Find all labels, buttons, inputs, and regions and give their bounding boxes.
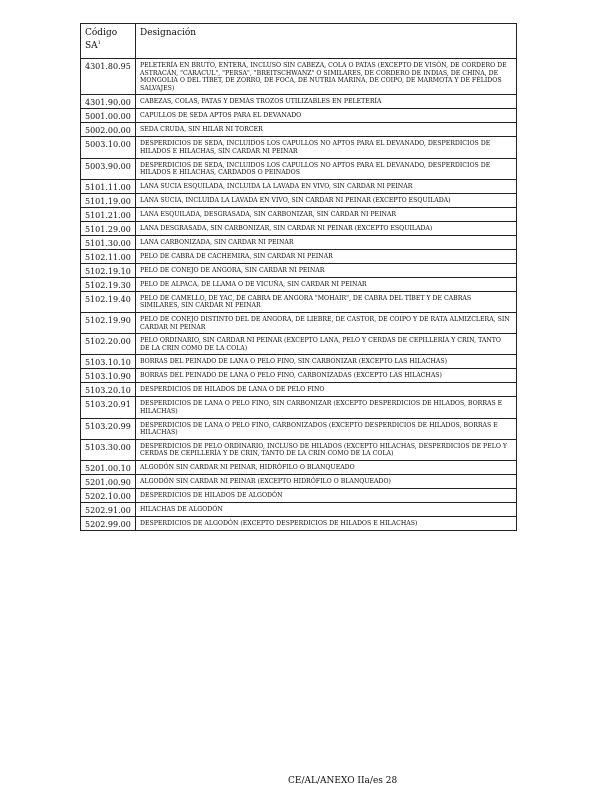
designation-cell: DESPERDICIOS DE LANA O PELO FINO, SIN CARBONIZAR (EXCEPTO DESPERDICIOS DE HILADOS, BORRAS E HILACHAS) (136, 397, 517, 418)
tariff-table (80, 23, 517, 531)
table-row (81, 277, 517, 291)
table-row (81, 383, 517, 397)
designation-cell: BORRAS DEL PEINADO DE LANA O PELO FINO, CARBONIZADAS (EXCEPTO LAS HILACHAS) (136, 369, 517, 383)
hs-code-cell: 5103.10.90 (81, 369, 136, 383)
page-footer: CE/AL/ANEXO IIa/es 28 (288, 776, 398, 786)
hs-code-cell: 5202.99.00 (81, 516, 136, 530)
hs-code-cell: 5103.20.10 (81, 383, 136, 397)
table-row (81, 263, 517, 277)
table-row (81, 221, 517, 235)
hs-code-cell: 5102.20.00 (81, 334, 136, 355)
code-header-label: Código SA (85, 28, 118, 51)
table-row (81, 334, 517, 355)
hs-code-cell: 5202.10.00 (81, 488, 136, 502)
hs-code-cell: 5201.00.10 (81, 460, 136, 474)
designation-cell: HILACHAS DE ALGODÓN (136, 502, 517, 516)
designation-cell: LANA DESGRASADA, SIN CARBONIZAR, SIN CARDAR NI PEINAR (EXCEPTO ESQUILADA) (136, 221, 517, 235)
hs-code-cell: 5103.30.00 (81, 439, 136, 460)
hs-code-cell: 5001.00.00 (81, 109, 136, 123)
hs-code-cell: 5103.20.91 (81, 397, 136, 418)
table-row (81, 207, 517, 221)
hs-code-cell: 5002.00.00 (81, 123, 136, 137)
table-row (81, 397, 517, 418)
table-row (81, 516, 517, 530)
hs-code-cell: 5003.10.00 (81, 137, 136, 158)
designation-cell: LANA SUCIA ESQUILADA, INCLUIDA LA LAVADA EN VIVO, SIN CARDAR NI PEINAR (136, 179, 517, 193)
designation-cell: PELO DE CONEJO DE ANGORA, SIN CARDAR NI PEINAR (136, 263, 517, 277)
hs-code-cell: 5101.19.00 (81, 193, 136, 207)
designation-cell: LANA SUCIA, INCLUIDA LA LAVADA EN VIVO, SIN CARDAR NI PEINAR (EXCEPTO ESQUILADA) (136, 193, 517, 207)
table-row (81, 158, 517, 179)
hs-code-cell: 5102.11.00 (81, 249, 136, 263)
table-row (81, 474, 517, 488)
hs-code-cell: 5101.30.00 (81, 235, 136, 249)
table-row (81, 235, 517, 249)
table-row (81, 369, 517, 383)
hs-code-cell: 5003.90.00 (81, 158, 136, 179)
designation-column-header: Designación (136, 24, 517, 59)
table-row (81, 355, 517, 369)
table-row (81, 193, 517, 207)
designation-cell: DESPERDICIOS DE PELO ORDINARIO, INCLUSO DE HILADOS (EXCEPTO HILACHAS, DESPERDICIOS DE PELO Y CERDAS DE CEPILLERÍA Y DE CRIN, TANTO DE LA CRIN COMO DE LA COLA) (136, 439, 517, 460)
designation-cell: LANA CARBONIZADA, SIN CARDAR NI PEINAR (136, 235, 517, 249)
table-body (81, 59, 517, 531)
table-row (81, 291, 517, 312)
hs-code-cell: 5103.20.99 (81, 418, 136, 439)
hs-code-cell: 4301.90.00 (81, 95, 136, 109)
designation-cell: PELO DE ALPACA, DE LLAMA O DE VICUÑA, SIN CARDAR NI PEINAR (136, 277, 517, 291)
designation-cell: PELO DE CABRA DE CACHEMIRA, SIN CARDAR NI PEINAR (136, 249, 517, 263)
table-row (81, 137, 517, 158)
designation-cell: ALGODÓN SIN CARDAR NI PEINAR, HIDRÓFILO O BLANQUEADO (136, 460, 517, 474)
designation-cell: DESPERDICIOS DE LANA O PELO FINO, CARBONIZADOS (EXCEPTO DESPERDICIOS DE HILADOS, BORRAS E HILACHAS) (136, 418, 517, 439)
hs-code-cell: 5101.21.00 (81, 207, 136, 221)
hs-code-cell: 5201.00.90 (81, 474, 136, 488)
hs-code-cell: 5101.11.00 (81, 179, 136, 193)
designation-cell: DESPERDICIOS DE HILADOS DE LANA O DE PELO FINO (136, 383, 517, 397)
hs-code-cell: 5202.91.00 (81, 502, 136, 516)
hs-code-cell: 5101.29.00 (81, 221, 136, 235)
designation-cell: PELO DE CONEJO DISTINTO DEL DE ANGORA, DE LIEBRE, DE CASTOR, DE COIPO Y DE RATA ALMIZCLERA, SIN CARDAR NI PEINAR (136, 312, 517, 333)
table-row (81, 418, 517, 439)
designation-cell: CAPULLOS DE SEDA APTOS PARA EL DEVANADO (136, 109, 517, 123)
hs-code-cell: 5102.19.40 (81, 291, 136, 312)
designation-cell: PELO DE CAMELLO, DE YAC, DE CABRA DE ANGORA "MOHAIR", DE CABRA DEL TÍBET Y DE CABRAS SIMILARES, SIN CARDAR NI PEINAR (136, 291, 517, 312)
table-row (81, 123, 517, 137)
designation-cell: PELETERÍA EN BRUTO, ENTERA, INCLUSO SIN CABEZA, COLA O PATAS (EXCEPTO DE VISÓN, DE CORDERO DE ASTRACÁN, "CARACUL", "PERSA", "BREITSCHWANZ" O SIMILARES, DE CORDERO DE INDIAS, DE CHINA, DE MONGOLIA O DEL TÍBET, DE ZORRO, DE FOCA, DE NUTRIA MARINA, DE COIPO, DE MARMOTA Y DE FÉLIDOS SALVAJES) (136, 59, 517, 95)
table-row (81, 249, 517, 263)
table-row (81, 502, 517, 516)
code-column-header (81, 24, 136, 59)
table-row (81, 488, 517, 502)
designation-cell: DESPERDICIOS DE SEDA, INCLUIDOS LOS CAPULLOS NO APTOS PARA EL DEVANADO, DESPERDICIOS DE HILADOS E HILACHAS, SIN CARDAR NI PEINAR (136, 137, 517, 158)
table-row (81, 59, 517, 95)
table-row (81, 109, 517, 123)
table-row (81, 439, 517, 460)
table-row (81, 95, 517, 109)
table-row (81, 179, 517, 193)
hs-code-cell: 5102.19.90 (81, 312, 136, 333)
designation-cell: DESPERDICIOS DE HILADOS DE ALGODÓN (136, 488, 517, 502)
hs-code-cell: 5103.10.10 (81, 355, 136, 369)
table-row (81, 312, 517, 333)
hs-code-cell: 4301.80.95 (81, 59, 136, 95)
hs-code-cell: 5102.19.10 (81, 263, 136, 277)
table-header-row (81, 24, 517, 59)
table-row (81, 460, 517, 474)
designation-cell: DESPERDICIOS DE SEDA, INCLUIDOS LOS CAPULLOS NO APTOS PARA EL DEVANADO, DESPERDICIOS DE HILADOS E HILACHAS, CARDADOS O PEINADOS (136, 158, 517, 179)
footnote-marker: 1 (97, 40, 101, 46)
designation-cell: DESPERDICIOS DE ALGODÓN (EXCEPTO DESPERDICIOS DE HILADOS E HILACHAS) (136, 516, 517, 530)
designation-cell: SEDA CRUDA, SIN HILAR NI TORCER (136, 123, 517, 137)
designation-cell: ALGODÓN SIN CARDAR NI PEINAR (EXCEPTO HIDRÓFILO O BLANQUEADO) (136, 474, 517, 488)
hs-code-cell: 5102.19.30 (81, 277, 136, 291)
designation-cell: LANA ESQUILADA, DESGRASADA, SIN CARBONIZAR, SIN CARDAR NI PEINAR (136, 207, 517, 221)
designation-cell: BORRAS DEL PEINADO DE LANA O PELO FINO, SIN CARBONIZAR (EXCEPTO LAS HILACHAS) (136, 355, 517, 369)
designation-cell: CABEZAS, COLAS, PATAS Y DEMÁS TROZOS UTILIZABLES EN PELETERÍA (136, 95, 517, 109)
designation-cell: PELO ORDINARIO, SIN CARDAR NI PEINAR (EXCEPTO LANA, PELO Y CERDAS DE CEPILLERÍA Y CRIN, TANTO DE LA CRIN COMO DE LA COLA) (136, 334, 517, 355)
